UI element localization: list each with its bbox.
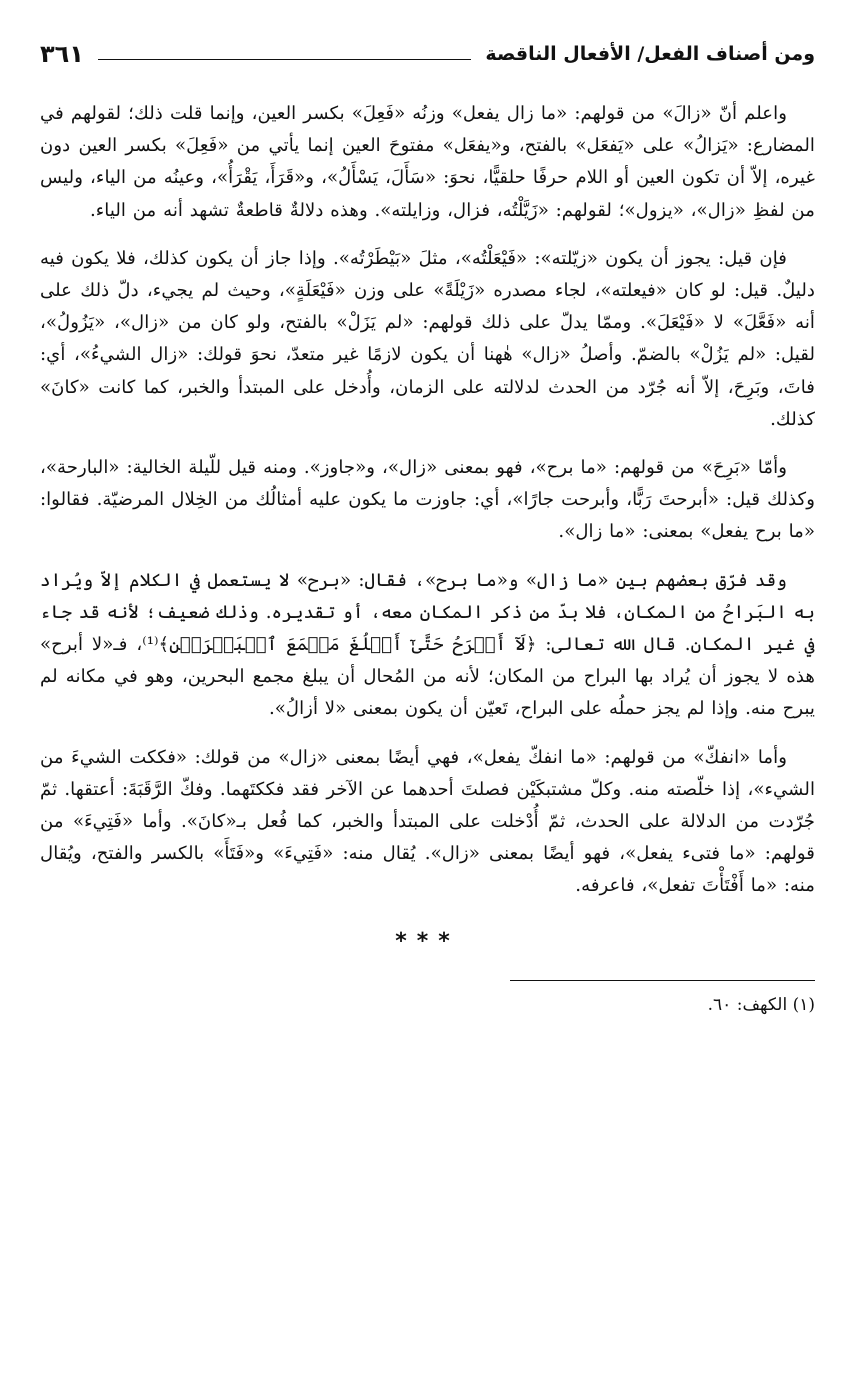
book-page <box>40 30 815 1360</box>
page-number: ٣٦١ <box>40 40 84 68</box>
footnote-rule <box>510 980 815 981</box>
paragraph-bariha: وأمّا «بَرِحَ» من قولهم: «ما برح»، فهو بمعنى «زال»، و«جاوز». ومنه قيل للّيلة الخالية: «البارحة»، وكذلك قيل: «أبرحتَ رَبًّا، وأبرحت جارًا»، أي: جاوزت ما يكون عليه أمثالُك من الخِلال المرضيّة. فقالوا: «ما برح يفعل» بمعنى: «ما زال». <box>40 457 815 543</box>
paragraph-objection: فإن قيل: يجوز أن يكون «زيّلته»: «فَيْعَلْتُه»، مثلَ «بَيْطَرْتُه». وإذا جاز أن يكون كذلك، فلا يكون فيه دليلٌ. قيل: لو كان «فيعلته»، لجاء مصدره «زَيْلَةً» على وزن «فَيْعَلَةٍ»، وحيث لم يجيء، دلّ ذلك على أنه «فَعَّلَ» لا «فَيْعَلَ». وممّا يدلّ على ذلك قولهم: «لم يَزَلْ» بالفتح، ولو كان من «زال»، «يَزُولُ»، لقيل: «لم يَزُلْ» بالضمّ. وأصلُ «زال» هٰهنا أن يكون لازمًا غير متعدّ، نحوَ قولك: «زال الشيءُ»، أي: فاتَ، وبَرِحَ، إلاّ أنه جُرّد من الحدث لدلالته على الزمان، وأُدخل على المبتدأ والخبر، كما كانت «كانَ» كذلك. <box>40 247 815 430</box>
running-header <box>40 30 815 78</box>
paragraph-zala: واعلم أنّ «زالَ» من قولهم: «ما زال يفعل» وزنُه «فَعِلَ» بكسر العين، وإنما قلت ذلك؛ لقولهم في المضارع: «يَزالُ» على «يَفعَل» بالفتح، و«يفعَل» مفتوحَ العين إنما يأتي من «فَعِلَ» بكسر العين دون غيره، إلاّ أن تكون العين أو اللام حرفًا حلقيًّا، نحوَ: «سَأَلَ، يَسْأَلُ»، و«قَرَأَ، يَقْرَأُ»، وعينُه من الياء، وليس من لفظِ «زال»، «يزول»؛ لقولهم: «زَيَّلْتُه، فزال، وزايلته». وهذه دلالةٌ قاطعةٌ تشهد أنه من الياء. <box>40 103 815 221</box>
header-rule <box>98 59 471 60</box>
chapter-title: ومن أصناف الفعل/ الأفعال الناقصة <box>485 43 815 65</box>
paragraph-infakka: وأما «انفكّ» من قولهم: «ما انفكّ يفعل»، فهي أيضًا بمعنى «زال» من قولك: «فككت الشيءَ من الشيء»، إذا خلّصته منه. وكلّ مشتبكَيْن فصلتَ أحدهما عن الآخر فقد فككتَهما. وفكّ الرَّقَبَةَ: أعتقها. ثمّ جُرّدت من الدلالة على الحدث، ثمّ أُدْخلت على المبتدأ والخبر، كما فُعل بـ«كانَ». وأما «فَتِيءَ» من قولهم: «ما فتىء يفعل»، فهو أيضًا بمعنى «زال». يُقال منه: «فَتِيءَ» و«فَتَأَ» بالكسر والفتح، ويُقال منه: «ما أَفْتَأْتَ تفعل»، فاعرفه. <box>40 746 816 897</box>
section-separator: *** <box>395 928 460 954</box>
footnote: (١) الكهف: ٦٠. <box>707 994 815 1015</box>
paragraph-distinction: وقد فرّق بعضهم بين «ما زال» و«ما برح»، فقال: «برح» لا يستعمل في الكلام إلاّ ويُراد به البَراحُ من المكان، فلا بدّ من ذكر المكان معه، أو تقديره. وذلك ضعيف؛ لأنه قد جاء في غير المكان. قال الله تعالى: ﴿لَآ أَبۡرَحُ حَتَّىٰٓ أَبۡلُغَ مَجۡمَعَ ٱلۡبَحۡرَيۡنِ﴾⁽¹⁾، فـ«لا أبرح» هذه لا يجوز أن يُراد بها البراح من المكان؛ لأنه من المُحال أن يبلغ مجمع البحرين، وهو في مكانه لم يبرح منه. وإذا لم يجز حملُه على البراح، تَعيّن أن يكون بمعنى «لا أزالُ». <box>40 569 815 720</box>
main-text <box>40 98 815 903</box>
